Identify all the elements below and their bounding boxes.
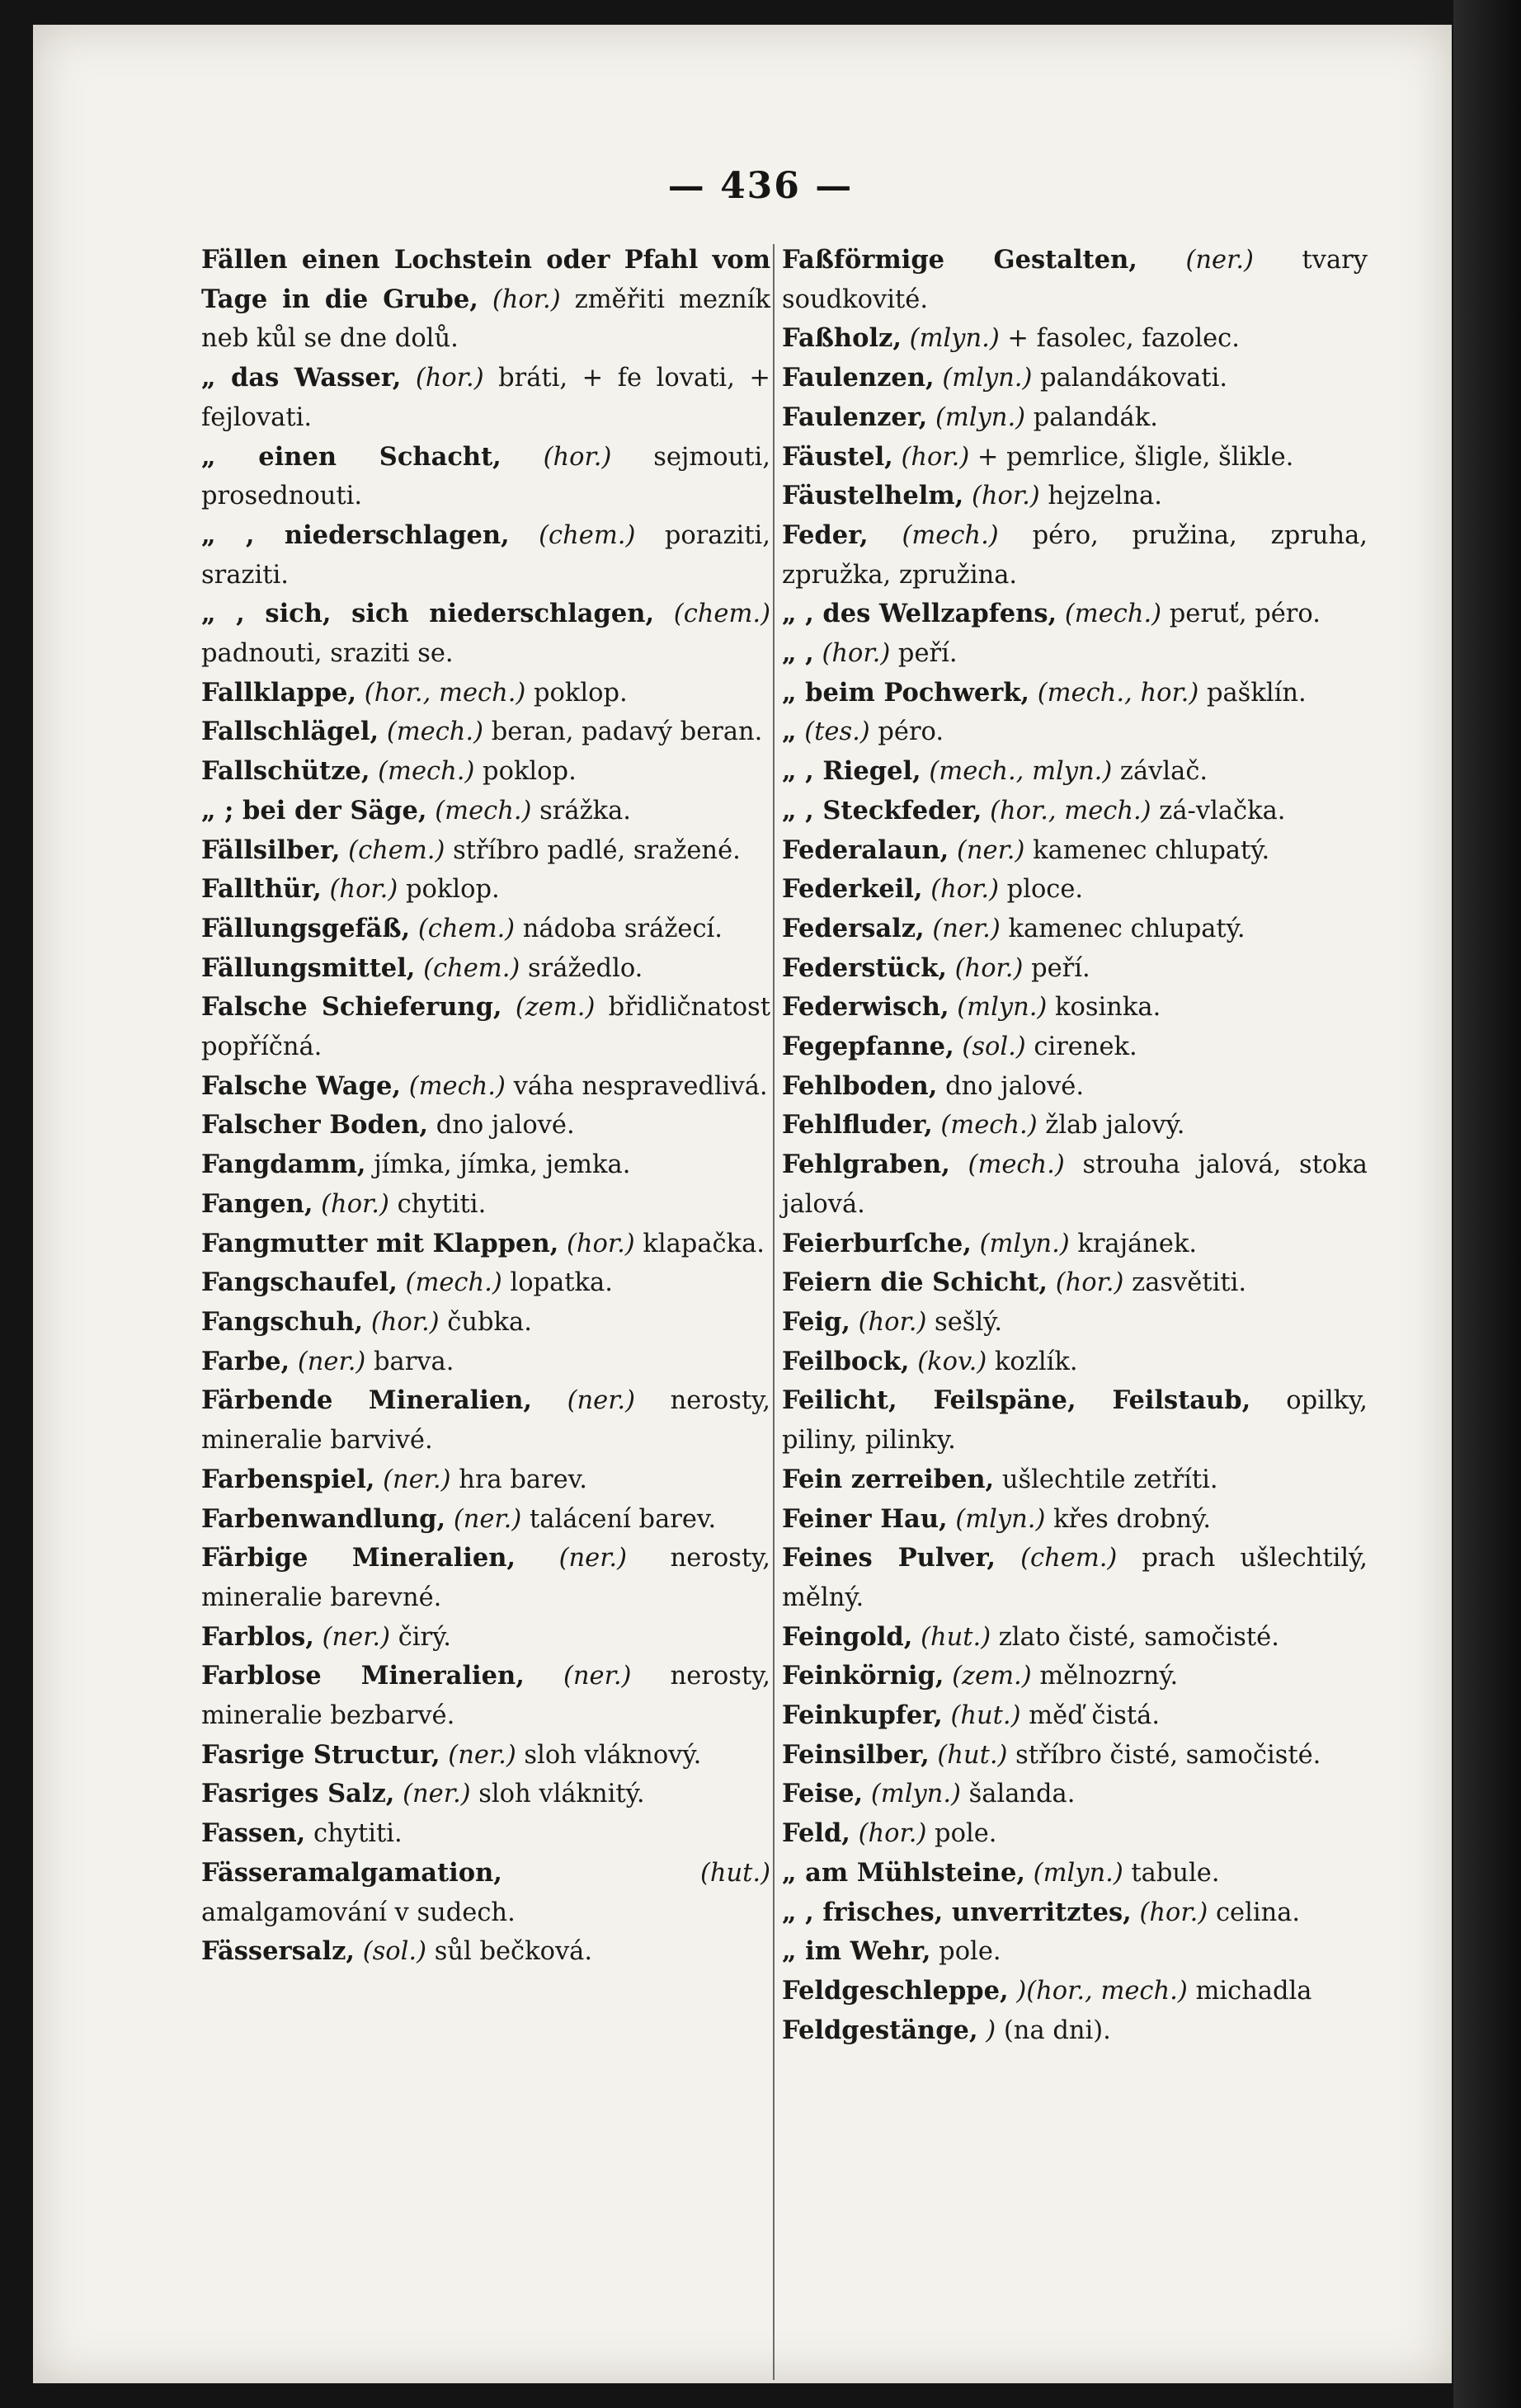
entry-definition: kozlík. xyxy=(987,1347,1078,1376)
entry-domain: )(hor., mech.) xyxy=(1016,1976,1188,2006)
entry-domain: (chem.) xyxy=(348,835,445,865)
entry-definition: klapačka. xyxy=(634,1229,765,1258)
dictionary-entry xyxy=(201,1500,770,1540)
entry-domain: (hor.) xyxy=(492,285,561,314)
dictionary-entry xyxy=(782,1381,1368,1460)
entry-domain: (mech.) xyxy=(435,796,532,825)
dictionary-entry xyxy=(782,516,1368,595)
entry-headword: Farblos, xyxy=(201,1621,314,1652)
entry-domain: (hor.) xyxy=(543,442,612,472)
entry-headword: Feierburſche, xyxy=(782,1228,972,1258)
entry-definition: peruť, péro. xyxy=(1161,600,1321,629)
entry-domain: (ner.) xyxy=(403,1780,471,1809)
dictionary-entry xyxy=(782,1657,1368,1696)
entry-definition: sůl bečková. xyxy=(426,1937,593,1967)
entry-domain: (mech.) xyxy=(902,520,999,550)
entry-domain: (mlyn.) xyxy=(935,402,1026,432)
right-column xyxy=(782,241,1368,2050)
entry-domain: (zem.) xyxy=(952,1662,1032,1691)
entry-headword: „ einen Schacht, xyxy=(201,441,502,472)
entry-definition: zasvětiti. xyxy=(1123,1268,1247,1298)
dictionary-entry xyxy=(782,949,1368,989)
dictionary-entry xyxy=(782,1893,1368,1933)
entry-definition: (na dni). xyxy=(996,2015,1111,2045)
column-divider xyxy=(773,244,775,2380)
entry-domain: (hut.) xyxy=(921,1622,991,1652)
entry-headword: Feig, xyxy=(782,1306,850,1337)
entry-headword: Falsche Schieferung, xyxy=(201,992,502,1023)
entry-headword: Fässeramalgamation, xyxy=(201,1857,502,1888)
entry-headword: „ , xyxy=(782,638,814,669)
entry-domain: (ner.) xyxy=(567,1386,636,1416)
entry-headword: Faulenzen, xyxy=(782,363,935,393)
entry-headword: „ am Mühlsteine, xyxy=(782,1857,1025,1888)
entry-definition: celina. xyxy=(1208,1898,1301,1927)
dictionary-entry xyxy=(201,713,770,752)
entry-definition: kamenec chlupatý. xyxy=(1024,835,1270,865)
entry-definition: nádoba srážecí. xyxy=(515,914,723,943)
entry-headword: „ xyxy=(782,717,797,747)
entry-definition: poklop. xyxy=(525,678,628,708)
dictionary-entry xyxy=(782,988,1368,1028)
entry-headword: Fangmutter mit Klappen, xyxy=(201,1228,559,1258)
entry-definition: prach ušlechtilý, mělný. xyxy=(782,1544,1368,1612)
entry-definition: + fasolec, fazolec. xyxy=(999,324,1240,354)
entry-definition: změřiti mezník neb kůl se dne dolů. xyxy=(201,285,770,354)
entry-definition: tvary soudkovité. xyxy=(782,246,1368,314)
entry-domain: (kov.) xyxy=(917,1347,987,1376)
entry-domain: (ner.) xyxy=(1185,246,1254,275)
entry-domain: (hor.) xyxy=(971,482,1040,511)
entry-domain: (hor.) xyxy=(858,1819,927,1849)
entry-headword: Falsche Wage, xyxy=(201,1070,401,1101)
entry-domain: (mech.) xyxy=(968,1150,1065,1180)
entry-headword: Federstück, xyxy=(782,952,947,983)
entry-headword: Fehlgraben, xyxy=(782,1150,950,1180)
dictionary-entry xyxy=(201,1067,770,1107)
entry-domain: (hor.) xyxy=(954,953,1024,983)
entry-domain: (chem.) xyxy=(417,914,516,943)
entry-domain: (mlyn.) xyxy=(979,1229,1070,1258)
entry-definition: srážka. xyxy=(531,796,631,825)
entry-domain: (hor.) xyxy=(822,639,891,669)
entry-domain: (ner.) xyxy=(297,1347,366,1376)
entry-headword: Fassen, xyxy=(201,1818,306,1849)
entry-headword: Feines Pulver, xyxy=(782,1543,996,1573)
entry-domain: (mlyn.) xyxy=(957,993,1048,1023)
entry-definition: padnouti, sraziti se. xyxy=(201,639,454,669)
dictionary-entry xyxy=(782,1343,1368,1382)
entry-domain: (mlyn.) xyxy=(870,1780,961,1809)
book-edge xyxy=(1453,0,1521,2408)
entry-domain: (hut.) xyxy=(937,1740,1008,1770)
entry-definition: dno jalové. xyxy=(436,1111,575,1141)
entry-domain: (hut.) xyxy=(699,1858,770,1888)
dictionary-entry xyxy=(782,634,1368,674)
entry-definition: čubka. xyxy=(439,1307,532,1337)
entry-definition: nerosty, mineralie barevné. xyxy=(201,1544,770,1612)
entry-domain: (mlyn.) xyxy=(942,364,1033,393)
entry-headword: Federkeil, xyxy=(782,874,923,905)
entry-headword: Feinkupfer, xyxy=(782,1700,943,1731)
entry-domain: (hor.) xyxy=(1055,1268,1124,1298)
dictionary-entry xyxy=(201,949,770,989)
dictionary-entry xyxy=(782,1028,1368,1067)
dictionary-entry xyxy=(782,1696,1368,1736)
entry-headword: Feldgestänge, xyxy=(782,2015,978,2045)
entry-definition: sloh vláknitý. xyxy=(470,1780,645,1809)
entry-domain: (sol.) xyxy=(362,1937,426,1967)
entry-headword: Fäustel, xyxy=(782,441,893,472)
entry-domain: (mlyn.) xyxy=(1033,1858,1123,1888)
entry-definition: tabule. xyxy=(1123,1858,1220,1888)
dictionary-entry xyxy=(782,438,1368,477)
entry-domain: (hor.) xyxy=(858,1307,927,1337)
dictionary-entry xyxy=(201,1736,770,1775)
entry-domain: (ner.) xyxy=(322,1622,390,1652)
dictionary-entry xyxy=(782,1106,1368,1145)
entry-domain: (mech.) xyxy=(940,1111,1038,1141)
entry-definition: palandák. xyxy=(1025,402,1158,432)
entry-headword: Fällungsgefäß, xyxy=(201,913,411,943)
dictionary-entry xyxy=(782,1854,1368,1893)
dictionary-entry xyxy=(201,359,770,437)
dictionary-entry xyxy=(782,1539,1368,1617)
entry-definition: kamenec chlupatý. xyxy=(1000,914,1246,943)
dictionary-entry xyxy=(782,1303,1368,1343)
entry-headword: Fällungsmittel, xyxy=(201,952,416,983)
entry-definition: kosinka. xyxy=(1047,993,1161,1023)
entry-definition: jímka, jímka, jemka. xyxy=(374,1150,631,1180)
entry-headword: Feinkörnig, xyxy=(782,1661,944,1691)
entry-definition: hra barev. xyxy=(450,1465,587,1494)
entry-domain: (chem.) xyxy=(539,520,636,550)
dictionary-entry xyxy=(201,1225,770,1264)
dictionary-entry xyxy=(201,1775,770,1814)
dictionary-entry xyxy=(782,1067,1368,1107)
entry-definition: poklop. xyxy=(474,757,577,787)
entry-definition: měď čistá. xyxy=(1020,1701,1161,1731)
dictionary-entry xyxy=(201,910,770,949)
entry-definition: hejzelna. xyxy=(1039,482,1162,511)
dictionary-entry xyxy=(201,516,770,595)
entry-definition: poraziti, sraziti. xyxy=(201,520,770,590)
entry-domain: (ner.) xyxy=(558,1544,628,1573)
entry-definition: péro. xyxy=(869,717,944,747)
dictionary-entry xyxy=(201,241,770,359)
entry-headword: „ , sich, sich niederschlagen, xyxy=(201,599,655,629)
dictionary-entry xyxy=(201,674,770,713)
entry-domain: (mech.) xyxy=(408,1071,506,1101)
entry-headword: „ beim Pochwerk, xyxy=(782,677,1030,708)
entry-headword: Farblose Mineralien, xyxy=(201,1661,525,1691)
entry-domain: (mech.) xyxy=(1064,600,1162,629)
entry-domain: (ner.) xyxy=(932,914,1001,943)
entry-headword: „ ; bei der Säge, xyxy=(201,795,427,825)
entry-definition: ploce. xyxy=(998,875,1084,905)
dictionary-entry xyxy=(782,241,1368,319)
dictionary-entry xyxy=(782,1814,1368,1854)
entry-domain: (chem.) xyxy=(1020,1544,1118,1573)
dictionary-entry xyxy=(782,359,1368,398)
dictionary-entry xyxy=(201,1185,770,1225)
entry-headword: Fangdamm, xyxy=(201,1150,366,1180)
dictionary-entry xyxy=(782,910,1368,949)
dictionary-entry xyxy=(782,831,1368,871)
entry-definition: nerosty, mineralie bezbarvé. xyxy=(201,1662,770,1731)
dictionary-entry xyxy=(782,595,1368,634)
entry-headword: „ , niederschlagen, xyxy=(201,520,510,550)
entry-definition: zá-vlačka. xyxy=(1151,796,1286,825)
entry-headword: Feld, xyxy=(782,1818,850,1849)
entry-headword: Fallschlägel, xyxy=(201,717,379,747)
entry-definition: peří. xyxy=(890,639,958,669)
entry-definition: sešlý. xyxy=(926,1307,1003,1337)
entry-domain: (hor.) xyxy=(415,364,484,393)
entry-domain: (hor., mech.) xyxy=(990,796,1151,825)
entry-domain: (hor.) xyxy=(321,1189,389,1219)
entry-definition: péro, pružina, zpruha, zpružka, zpružina. xyxy=(782,520,1368,590)
dictionary-entry xyxy=(782,477,1368,516)
entry-headword: Feilbock, xyxy=(782,1346,910,1376)
left-column xyxy=(201,241,770,1972)
dictionary-entry xyxy=(201,752,770,792)
entry-definition: chytiti. xyxy=(388,1189,487,1219)
entry-definition: beran, padavý beran. xyxy=(483,717,763,747)
dictionary-entry xyxy=(201,1343,770,1382)
dictionary-entry xyxy=(201,1263,770,1303)
dictionary-entry xyxy=(201,988,770,1066)
dictionary-entry xyxy=(201,1932,770,1972)
dictionary-entry xyxy=(782,1775,1368,1814)
entry-headword: „ , des Wellzapfens, xyxy=(782,599,1057,629)
entry-definition: strouha jalová, stoka jalová. xyxy=(782,1150,1368,1219)
dictionary-entry xyxy=(782,674,1368,713)
entry-definition: pole. xyxy=(926,1819,997,1849)
entry-headword: Federwisch, xyxy=(782,992,949,1023)
entry-headword: Feiern die Schicht, xyxy=(782,1267,1048,1298)
entry-domain: (mlyn.) xyxy=(909,324,1000,354)
entry-definition: váha nespravedlivá. xyxy=(505,1071,768,1101)
dictionary-entry xyxy=(201,1618,770,1658)
entry-headword: Fässersalz, xyxy=(201,1936,356,1967)
entry-domain: (hor.) xyxy=(1139,1898,1208,1927)
entry-definition: palandákovati. xyxy=(1032,364,1228,393)
entry-definition: křes drobný. xyxy=(1045,1504,1212,1534)
entry-headword: „ das Wasser, xyxy=(201,363,402,393)
dictionary-entry xyxy=(782,1145,1368,1224)
entry-definition: krajánek. xyxy=(1069,1229,1198,1258)
dictionary-entry xyxy=(201,1460,770,1500)
entry-definition: čirý. xyxy=(390,1622,451,1652)
entry-headword: Fallschütze, xyxy=(201,756,370,787)
entry-headword: Farbe, xyxy=(201,1346,290,1376)
entry-headword: Fangschuh, xyxy=(201,1306,364,1337)
entry-headword: Feise, xyxy=(782,1779,864,1809)
entry-headword: „ , frisches, unverritztes, xyxy=(782,1897,1132,1927)
entry-definition: sejmouti, prosednouti. xyxy=(201,442,770,511)
entry-domain: (hor.) xyxy=(329,875,398,905)
entry-domain: (mech.) xyxy=(386,717,484,747)
entry-headword: Fangschaufel, xyxy=(201,1267,398,1298)
dictionary-entry xyxy=(782,870,1368,910)
entry-headword: Feder, xyxy=(782,520,869,550)
dictionary-entry xyxy=(782,319,1368,359)
entry-definition: nerosty, mineralie barvivé. xyxy=(201,1386,770,1456)
entry-headword: Fehlfluder, xyxy=(782,1110,933,1141)
entry-definition: břidličnatost popříčná. xyxy=(201,993,770,1062)
dictionary-entry xyxy=(201,1303,770,1343)
dictionary-entry xyxy=(201,438,770,516)
entry-definition: + pemrlice, šligle, šlikle. xyxy=(969,442,1294,472)
dictionary-entry xyxy=(782,713,1368,752)
entry-definition: dno jalové. xyxy=(945,1071,1085,1101)
entry-definition: lopatka. xyxy=(502,1268,613,1298)
entry-headword: Fäustelhelm, xyxy=(782,481,964,511)
entry-headword: Färbende Mineralien, xyxy=(201,1385,533,1416)
entry-domain: (mech., mlyn.) xyxy=(929,757,1113,787)
entry-domain: (hor.) xyxy=(930,875,999,905)
entry-headword: Farbenwandlung, xyxy=(201,1503,446,1534)
entry-definition: talácení barev. xyxy=(521,1504,717,1534)
dictionary-entry xyxy=(201,1381,770,1460)
entry-domain: (ner.) xyxy=(383,1465,451,1494)
entry-headword: „ , Riegel, xyxy=(782,756,921,787)
dictionary-entry xyxy=(782,1460,1368,1500)
entry-headword: Fehlboden, xyxy=(782,1070,938,1101)
entry-definition: stříbro padlé, sražené. xyxy=(445,835,741,865)
dictionary-entry xyxy=(782,398,1368,438)
entry-definition: barva. xyxy=(365,1347,454,1376)
dictionary-entry xyxy=(782,752,1368,792)
entry-definition: opilky, piliny, pilinky. xyxy=(782,1386,1368,1456)
entry-definition: závlač. xyxy=(1112,757,1208,787)
entry-domain: (hor.) xyxy=(901,442,970,472)
entry-domain: (ner.) xyxy=(448,1740,516,1770)
entry-definition: stříbro čisté, samočisté. xyxy=(1007,1740,1321,1770)
entry-headword: „ , Steckfeder, xyxy=(782,795,982,825)
entry-headword: Feinsilber, xyxy=(782,1739,930,1770)
dictionary-entry xyxy=(201,1145,770,1185)
entry-domain: (ner.) xyxy=(563,1662,632,1691)
dictionary-entry xyxy=(201,595,770,673)
entry-headword: Feiner Hau, xyxy=(782,1503,948,1534)
entry-domain: (mlyn.) xyxy=(955,1504,1046,1534)
entry-definition: chytiti. xyxy=(313,1819,403,1849)
entry-headword: Falscher Boden, xyxy=(201,1110,428,1141)
entry-headword: Fein zerreiben, xyxy=(782,1464,995,1494)
dictionary-entry xyxy=(201,1657,770,1735)
entry-headword: Fasrige Structur, xyxy=(201,1739,440,1770)
entry-headword: Färbige Mineralien, xyxy=(201,1543,516,1573)
entry-definition: pole. xyxy=(939,1937,1001,1967)
entry-definition: žlab jalový. xyxy=(1037,1111,1185,1141)
entry-definition: poklop. xyxy=(398,875,500,905)
entry-domain: (hor.) xyxy=(566,1229,635,1258)
entry-domain: (hor.) xyxy=(370,1307,440,1337)
dictionary-entry xyxy=(201,1106,770,1145)
entry-domain: (tes.) xyxy=(804,717,870,747)
entry-definition: zlato čisté, samočisté. xyxy=(991,1622,1279,1652)
entry-headword: Fasriges Salz, xyxy=(201,1779,395,1809)
entry-headword: Fallklappe, xyxy=(201,677,357,708)
dictionary-entry xyxy=(782,1932,1368,1972)
entry-definition: michadla xyxy=(1187,1976,1312,2006)
entry-definition: mělnozrný. xyxy=(1031,1662,1179,1691)
entry-headword: Feingold, xyxy=(782,1621,913,1652)
dictionary-entry xyxy=(782,1736,1368,1775)
entry-domain: (hor., mech.) xyxy=(364,678,526,708)
entry-headword: Federsalz, xyxy=(782,913,925,943)
entry-definition: sloh vláknový. xyxy=(516,1740,702,1770)
entry-headword: Feilicht, Feilspäne, Feilstaub, xyxy=(782,1385,1251,1416)
dictionary-entry xyxy=(782,1263,1368,1303)
entry-domain: (mech.) xyxy=(378,757,475,787)
entry-headword: Faulenzer, xyxy=(782,402,928,432)
dictionary-entry xyxy=(201,870,770,910)
entry-definition: ušlechtile zetříti. xyxy=(1001,1465,1218,1494)
entry-domain: (hut.) xyxy=(950,1701,1021,1731)
dictionary-entry xyxy=(782,1618,1368,1658)
entry-domain: (mech.) xyxy=(405,1268,502,1298)
dictionary-entry xyxy=(201,1854,770,1932)
entry-domain: (chem.) xyxy=(673,600,770,629)
entry-domain: (ner.) xyxy=(956,835,1025,865)
entry-domain: (chem.) xyxy=(423,953,520,983)
dictionary-entry xyxy=(201,792,770,831)
entry-headword: Faßförmige Gestalten, xyxy=(782,245,1137,275)
entry-headword: Fegepfanne, xyxy=(782,1032,954,1062)
entry-headword: Federalaun, xyxy=(782,835,949,865)
dictionary-entry xyxy=(782,1225,1368,1264)
dictionary-entry xyxy=(782,1972,1368,2011)
entry-headword: Faßholz, xyxy=(782,323,902,354)
entry-headword: Feldgeschleppe, xyxy=(782,1975,1009,2006)
entry-definition: bráti, + fe lovati, + fejlovati. xyxy=(201,364,770,432)
entry-definition: šalanda. xyxy=(960,1780,1076,1809)
dictionary-entry xyxy=(201,1814,770,1854)
entry-headword: Farbenspiel, xyxy=(201,1464,375,1494)
dictionary-entry xyxy=(782,2011,1368,2051)
entry-headword: Fallthür, xyxy=(201,874,322,905)
entry-domain: (ner.) xyxy=(453,1504,522,1534)
entry-headword: Fangen, xyxy=(201,1188,313,1219)
entry-definition: peří. xyxy=(1023,953,1090,983)
dictionary-entry xyxy=(782,792,1368,831)
dictionary-entry xyxy=(782,1500,1368,1540)
dictionary-entry xyxy=(201,831,770,871)
entry-domain: (zem.) xyxy=(515,993,596,1023)
entry-definition: srážedlo. xyxy=(520,953,643,983)
entry-headword: „ im Wehr, xyxy=(782,1936,931,1967)
entry-domain: (mech., hor.) xyxy=(1037,678,1199,708)
entry-headword: Fällen einen Lochstein oder Pfahl vom Tage in die Grube, xyxy=(201,245,770,314)
entry-domain: (sol.) xyxy=(962,1032,1026,1062)
entry-domain: ) xyxy=(986,2015,996,2045)
page-number: — 436 — xyxy=(667,165,854,207)
entry-definition: cirenek. xyxy=(1025,1032,1137,1062)
entry-definition: pašklín. xyxy=(1198,678,1307,708)
entry-definition: amalgamování v sudech. xyxy=(201,1898,516,1927)
dictionary-entry xyxy=(201,1539,770,1617)
entry-headword: Fällsilber, xyxy=(201,835,341,865)
